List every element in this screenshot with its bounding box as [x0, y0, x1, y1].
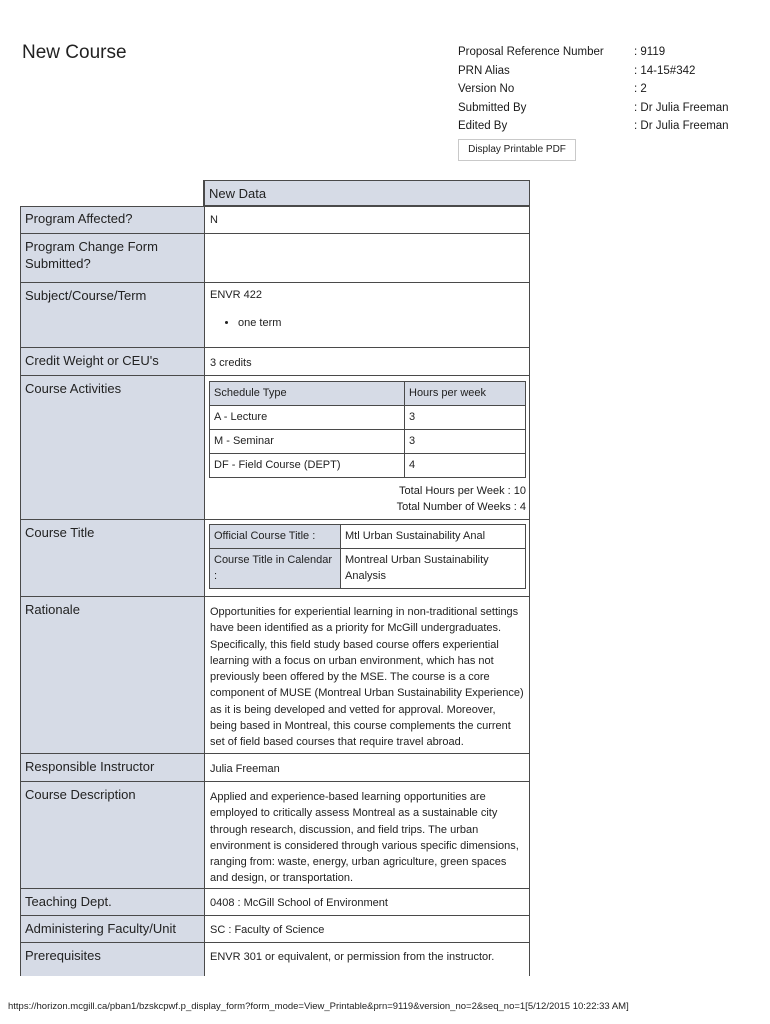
course-activities-table — [209, 381, 526, 478]
value-subject-course-term — [205, 283, 530, 336]
meta-label: Submitted By — [458, 101, 527, 114]
meta-row — [458, 80, 729, 99]
value-administering-faculty: SC : Faculty of Science — [210, 924, 325, 936]
label-teaching-dept: Teaching Dept. — [20, 889, 205, 915]
value-prerequisites: ENVR 301 or equivalent, or permission from the instructor. — [210, 951, 495, 963]
course-title-table — [209, 524, 526, 589]
schedule-type-cell: DF - Field Course (DEPT) — [210, 454, 405, 478]
grid-line — [20, 347, 530, 348]
hours-cell: 4 — [405, 454, 526, 478]
value-course-description: Applied and experience-based learning opportunities are employed to critically assess Montreal as a sustainable city through research, discussion, and field trips. The urban environment is considered through various specific dimensions, ranging from: waste, energy, urban agriculture, green spaces and design, or transportation. — [210, 791, 519, 885]
label-course-title: Course Title — [20, 520, 205, 596]
value-responsible-instructor: Julia Freeman — [210, 763, 280, 775]
schedule-type-header: Schedule Type — [210, 382, 405, 406]
grid-line — [20, 206, 21, 976]
new-data-label: New Data — [209, 186, 267, 201]
label-subject-course-term: Subject/Course/Term — [20, 283, 205, 347]
meta-value: : Dr Julia Freeman — [634, 101, 729, 114]
table-header-row — [210, 382, 526, 406]
page-title: New Course — [22, 42, 127, 63]
schedule-type-cell: M - Seminar — [210, 430, 405, 454]
label-course-description: Course Description — [20, 782, 205, 888]
label-program-change-form: Program Change Form Submitted? — [20, 234, 205, 282]
value-rationale: Opportunities for experiential learning in non-traditional settings have been identified as a priority for McGill undergraduates. Specifically, this field study based course offers experiential learning with a focus on urban environment, which has not previously been offered by the MSE. The course is a core component of MUSE (Montreal Urban Sustainability Experience) as it is being developed and vetted for approval. Moreover, being based in Montreal, this course complements the current set of field based courses that require travel abroad. — [210, 606, 524, 749]
hours-cell: 3 — [405, 430, 526, 454]
table-row — [210, 406, 526, 430]
grid-line — [20, 233, 530, 234]
grid-line — [20, 519, 530, 520]
grid-line — [20, 915, 530, 916]
meta-value: : 14-15#342 — [634, 64, 696, 77]
calendar-title-label: Course Title in Calendar : — [210, 549, 341, 589]
meta-row — [458, 99, 729, 118]
total-weeks: Total Number of Weeks : 4 — [396, 501, 526, 513]
term-list — [210, 315, 525, 331]
meta-row — [458, 62, 729, 81]
hours-cell: 3 — [405, 406, 526, 430]
meta-row — [458, 43, 729, 62]
meta-label: PRN Alias — [458, 64, 510, 77]
label-administering-faculty: Administering Faculty/Unit — [20, 916, 205, 942]
meta-label: Version No — [458, 83, 515, 95]
grid-line — [20, 206, 530, 207]
official-title-value: Mtl Urban Sustainability Anal — [341, 525, 526, 549]
subject-course-code: ENVR 422 — [210, 289, 262, 301]
label-responsible-instructor: Responsible Instructor — [20, 754, 205, 781]
grid-line — [204, 180, 205, 976]
total-hours: Total Hours per Week : 10 — [399, 485, 526, 497]
footer-url: https://horizon.mcgill.ca/pban1/bzskcpwf.p_display_form?form_mode=View_Printable&prn=9119&version_no=2&seq_no=1[5/12/2015 10:22:33 AM] — [8, 1001, 629, 1012]
grid-line — [20, 942, 530, 943]
label-rationale: Rationale — [20, 597, 205, 753]
display-printable-pdf-button[interactable]: Display Printable PDF — [458, 139, 576, 161]
official-title-label: Official Course Title : — [210, 525, 341, 549]
grid-line — [20, 596, 530, 597]
grid-line — [20, 282, 530, 283]
meta-label: Proposal Reference Number — [458, 46, 604, 58]
table-row — [210, 454, 526, 478]
value-program-affected: N — [210, 214, 218, 226]
table-row — [210, 525, 526, 549]
grid-line — [20, 753, 530, 754]
schedule-type-cell: A - Lecture — [210, 406, 405, 430]
grid-line — [20, 781, 530, 782]
value-teaching-dept: 0408 : McGill School of Environment — [210, 897, 388, 909]
grid-line — [20, 375, 530, 376]
meta-value: : Dr Julia Freeman — [634, 120, 729, 132]
value-program-change-form — [205, 236, 530, 244]
meta-value: : 2 — [634, 83, 647, 95]
value-credit-weight: 3 credits — [210, 357, 252, 369]
label-prerequisites: Prerequisites — [20, 943, 205, 976]
grid-line — [20, 888, 530, 889]
meta-row — [458, 117, 729, 136]
label-credit-weight: Credit Weight or CEU's — [20, 348, 205, 375]
hours-per-week-header: Hours per week — [405, 382, 526, 406]
meta-label: Edited By — [458, 120, 508, 132]
term-list-item: • one term — [238, 315, 525, 331]
grid-line — [529, 180, 530, 976]
label-program-affected: Program Affected? — [20, 206, 205, 233]
meta-value: : 9119 — [634, 46, 666, 58]
label-course-activities: Course Activities — [20, 376, 205, 519]
new-data-column-header — [203, 180, 530, 206]
table-row — [210, 549, 526, 589]
table-row — [210, 430, 526, 454]
calendar-title-value: Montreal Urban Sustainability Analysis — [341, 549, 526, 589]
proposal-meta — [458, 43, 729, 136]
